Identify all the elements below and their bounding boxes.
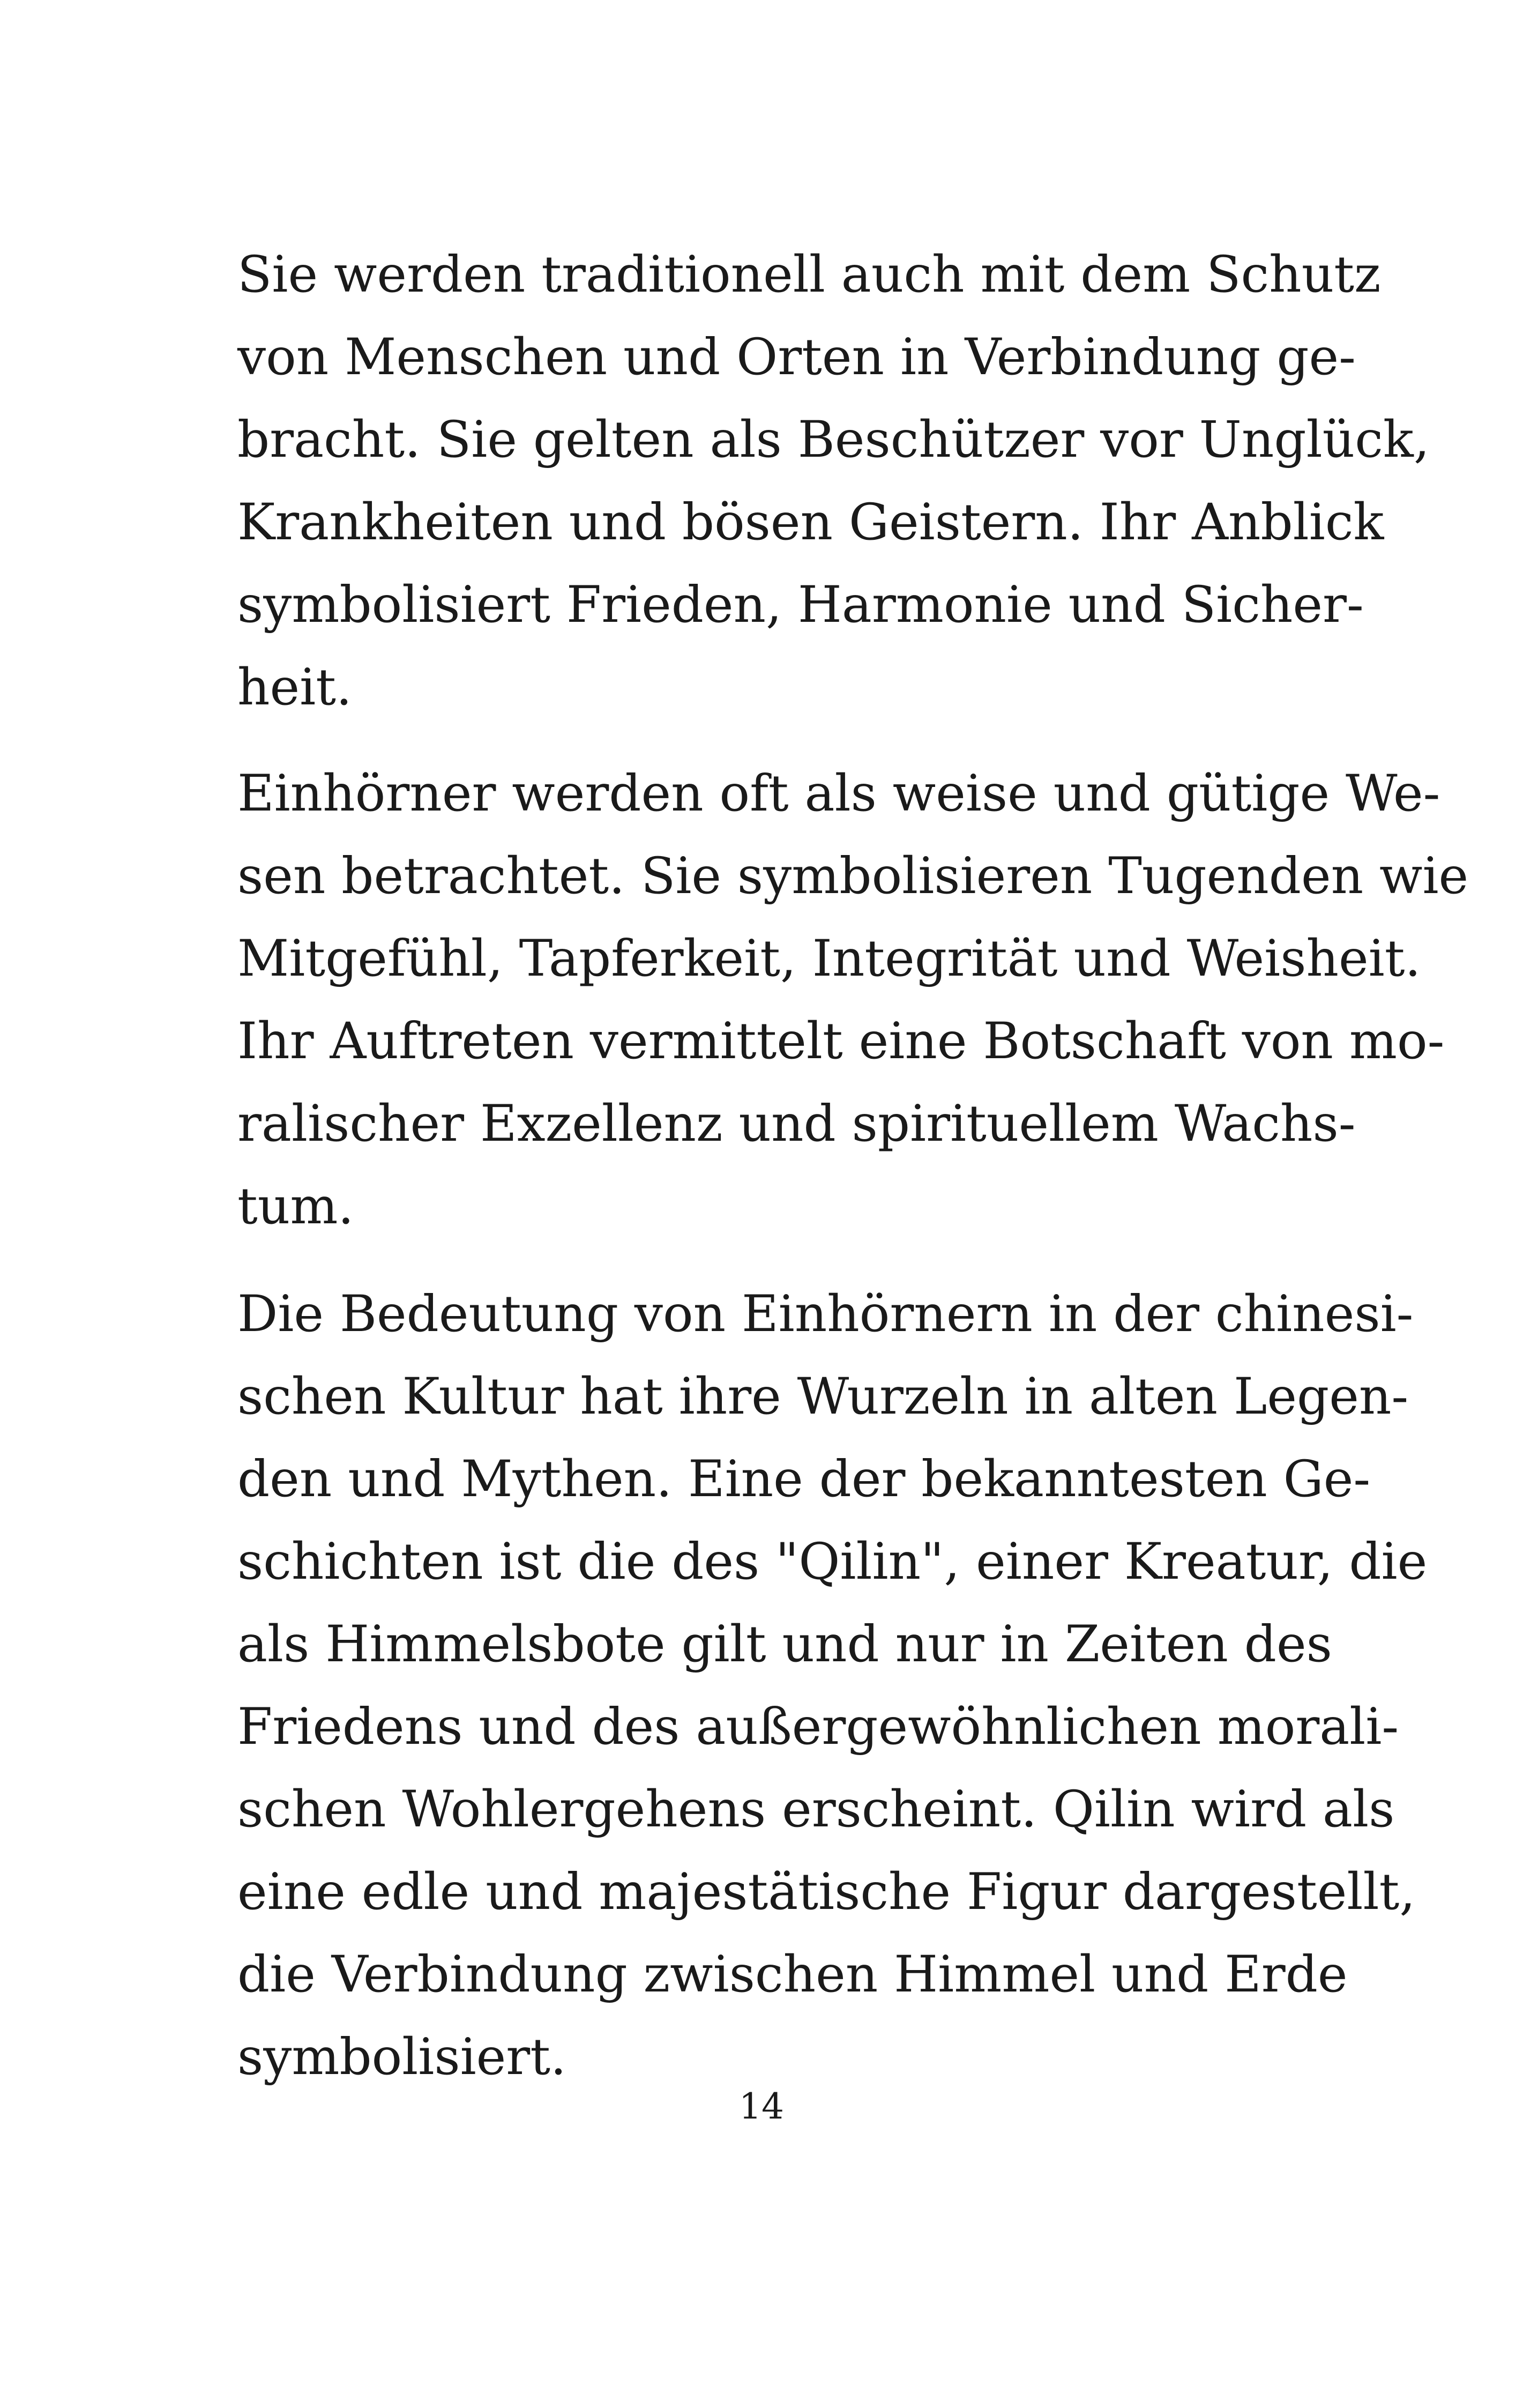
text-line: Mitgefühl, Tapferkeit, Integrität und Weisheit. xyxy=(237,930,1421,988)
text-line: tum. xyxy=(237,1177,354,1236)
text-line: Sie werden traditionell auch mit dem Schutz xyxy=(237,246,1381,304)
text-line: schichten ist die des "Qilin", einer Kreatur, die xyxy=(237,1533,1428,1591)
text-line: symbolisiert. xyxy=(237,2028,566,2086)
text-line: Ihr Auftreten vermittelt eine Botschaft von mo- xyxy=(237,1012,1445,1071)
text-line: symbolisiert Frieden, Harmonie und Sicher- xyxy=(237,576,1364,634)
text-line: sen betrachtet. Sie symbolisieren Tugenden wie xyxy=(237,847,1469,905)
paragraph-virtues xyxy=(237,753,1469,1248)
text-line: als Himmelsbote gilt und nur in Zeiten des xyxy=(237,1615,1332,1674)
text-line: von Menschen und Orten in Verbindung ge- xyxy=(237,328,1356,387)
paragraph-qilin xyxy=(237,1273,1428,2099)
text-line: die Verbindung zwischen Himmel und Erde xyxy=(237,1945,1348,2004)
text-line: bracht. Sie gelten als Beschützer vor Unglück, xyxy=(237,411,1430,469)
text-line: Die Bedeutung von Einhörnern in der chinesi- xyxy=(237,1285,1414,1343)
page-number: 14 xyxy=(739,2086,784,2127)
text-line: heit. xyxy=(237,658,352,717)
text-line: Friedens und des außergewöhnlichen morali- xyxy=(237,1698,1399,1756)
text-line: ralischer Exzellenz und spirituellem Wachs- xyxy=(237,1095,1356,1153)
text-line: schen Wohlergehens erscheint. Qilin wird als xyxy=(237,1780,1395,1839)
text-line: Krankheiten und bösen Geistern. Ihr Anblick xyxy=(237,493,1384,552)
text-line: Einhörner werden oft als weise und gütige We- xyxy=(237,764,1440,823)
paragraph-protection xyxy=(237,234,1430,729)
text-line: eine edle und majestätische Figur dargestellt, xyxy=(237,1863,1416,1921)
text-line: schen Kultur hat ihre Wurzeln in alten Legen- xyxy=(237,1367,1409,1426)
text-line: den und Mythen. Eine der bekanntesten Ge- xyxy=(237,1450,1371,1508)
